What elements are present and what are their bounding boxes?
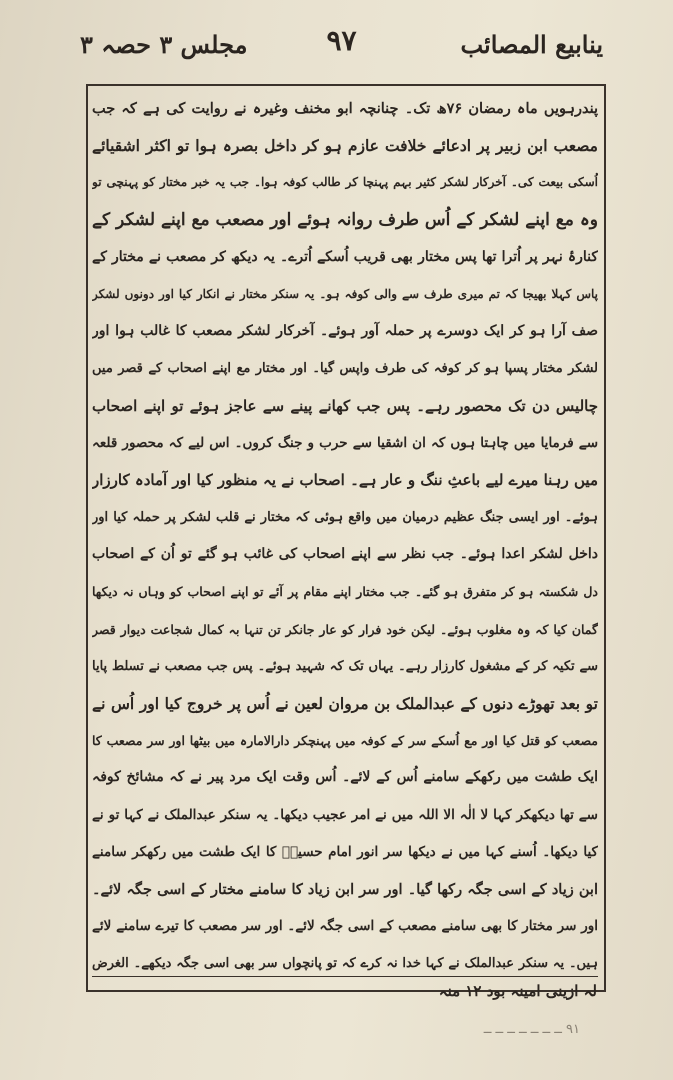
text-line: ہیں۔ یہ سنکر عبدالملک نے کہا خدا نہ کرے کہ تو پانچواں سر بھی اسی جگہ دیکھے۔ الغرض xyxy=(92,956,598,972)
text-line: پندرہویں ماہ رمضان ۷۶ھ تک۔ چنانچہ ابو مخنف وغیرہ نے روایت کی ہے کہ جب xyxy=(92,100,598,117)
text-line: سے تکیہ کر کے مشغول کارزار رہے۔ یہاں تک کہ شہید ہوئے۔ پس جب مصعب نے تسلط پایا xyxy=(92,658,598,674)
text-line: کنارۂ نہر پر اُترا تھا پس مختار بھی قریب اُسکے اُترے۔ یہ دیکھ کر مصعب نے مختار کے xyxy=(92,248,598,265)
text-line: ایک طشت میں رکھکے سامنے اُس کے لائے۔ اُس وقت ایک مرد پیر نے کہ مشائخ کوفہ xyxy=(92,769,598,786)
text-line: داخل لشکر اعدا ہوئے۔ جب نظر سے اپنے اصحاب کی غائب ہو گئے تو اُن کے اصحاب xyxy=(92,546,598,563)
body-text xyxy=(92,90,598,970)
text-line: مصعب ابن زبیر پر ادعائے خلافت عازم ہو کر داخل بصرہ ہوا تو اکثر اشقیائے xyxy=(92,136,598,156)
text-line: گمان کیا کہ وہ مغلوب ہوئے۔ لیکن خود فرار کو عار جانکر تن تنہا بہ کمال شجاعت دیوار قصر xyxy=(92,621,598,637)
page-header xyxy=(80,22,603,70)
footnote-rule xyxy=(92,976,598,977)
page-number: ۹۷ xyxy=(326,24,357,57)
text-line: وہ مع اپنے لشکر کے اُس طرف روانہ ہوئے اور مصعب مع اپنے لشکر کے xyxy=(92,209,598,230)
footnote: لہ ازینی امینہ بود ۱۲ منہ xyxy=(438,982,597,1000)
text-line: میں رہنا میرے لیے باعثِ ننگ و عار ہے۔ اصحاب نے یہ منظور کیا اور آمادہ کارزار xyxy=(92,470,598,489)
text-line: کیا دیکھا۔ اُسنے کہا میں نے دیکھا سر انور امام حسینؑ کا ایک طشت میں رکھکر سامنے xyxy=(92,843,598,860)
text-line: مصعب کو قتل کیا اور مع اُسکے سر کے کوفہ میں پہنچکر دارالامارہ میں بیٹھا اور سر مصعب کا xyxy=(92,733,598,749)
text-line: دل شکستہ ہو کر متفرق ہو گئے۔ جب مختار اپنے مقام پر آئے تو اپنے اصحاب کو وہاں نہ دیکھا xyxy=(92,584,598,600)
volume-label: مجلس ۳ حصہ ۳ xyxy=(80,30,248,59)
text-line: اور سر مختار کا بھی سامنے مصعب کے اسی جگہ لائے۔ اور سر مصعب کا تیرے سامنے لائے xyxy=(92,918,598,935)
text-line: ہوئے۔ اور ایسی جنگ عظیم درمیان میں واقع ہوئی کہ مختار نے قلب لشکر پر حملہ کیا اور xyxy=(92,510,598,526)
text-line: سے تھا دیکھکر کہا لا الٰہ الا اللہ میں نے امر عجیب دیکھا۔ یہ سنکر عبدالملک نے کہا تو نے xyxy=(92,806,598,823)
text-line: سے فرمایا میں چاہتا ہوں کہ ان اشقیا سے حرب و جنگ کروں۔ اس لیے کہ محصور قلعہ xyxy=(92,434,598,451)
text-line: صف آرا ہو کر ایک دوسرے پر حملہ آور ہوئے۔ آخرکار لشکر مصعب کا غالب ہوا اور xyxy=(92,323,598,340)
text-line: اُسکی بیعت کی۔ آخرکار لشکر کثیر بہم پہنچا کر طالب کوفہ ہوا۔ جب یہ خبر مختار کو پہنچی تو xyxy=(92,175,598,190)
text-line: لشکر مختار پسپا ہو کر کوفہ کی طرف واپس گیا۔ اور مختار مع اپنے اصحاب کے قصر میں xyxy=(92,361,598,377)
bleed-through-text: ۹۱ ــ ــ ــ ــ ــ ــ ــ xyxy=(483,1022,580,1037)
text-line: پاس کہلا بھیجا کہ تم میری طرف سے والی کوفہ ہو۔ یہ سنکر مختار نے انکار کیا اور دونوں لشکر xyxy=(92,286,598,301)
text-line: ابن زیاد کے اسی جگہ رکھا گیا۔ اور سر ابن زیاد کا سامنے مختار کے اسی جگہ لائے۔ xyxy=(92,880,598,898)
text-line: چالیس دن تک محصور رہے۔ پس جب کھانے پینے سے عاجز ہوئے تو اپنے اصحاب xyxy=(92,396,598,415)
text-line: تو بعد تھوڑے دنوں کے عبدالملک بن مروان لعین نے اُس پر خروج کیا اور اُس نے xyxy=(92,694,598,713)
book-title: ینابیع المصائب xyxy=(460,30,603,59)
